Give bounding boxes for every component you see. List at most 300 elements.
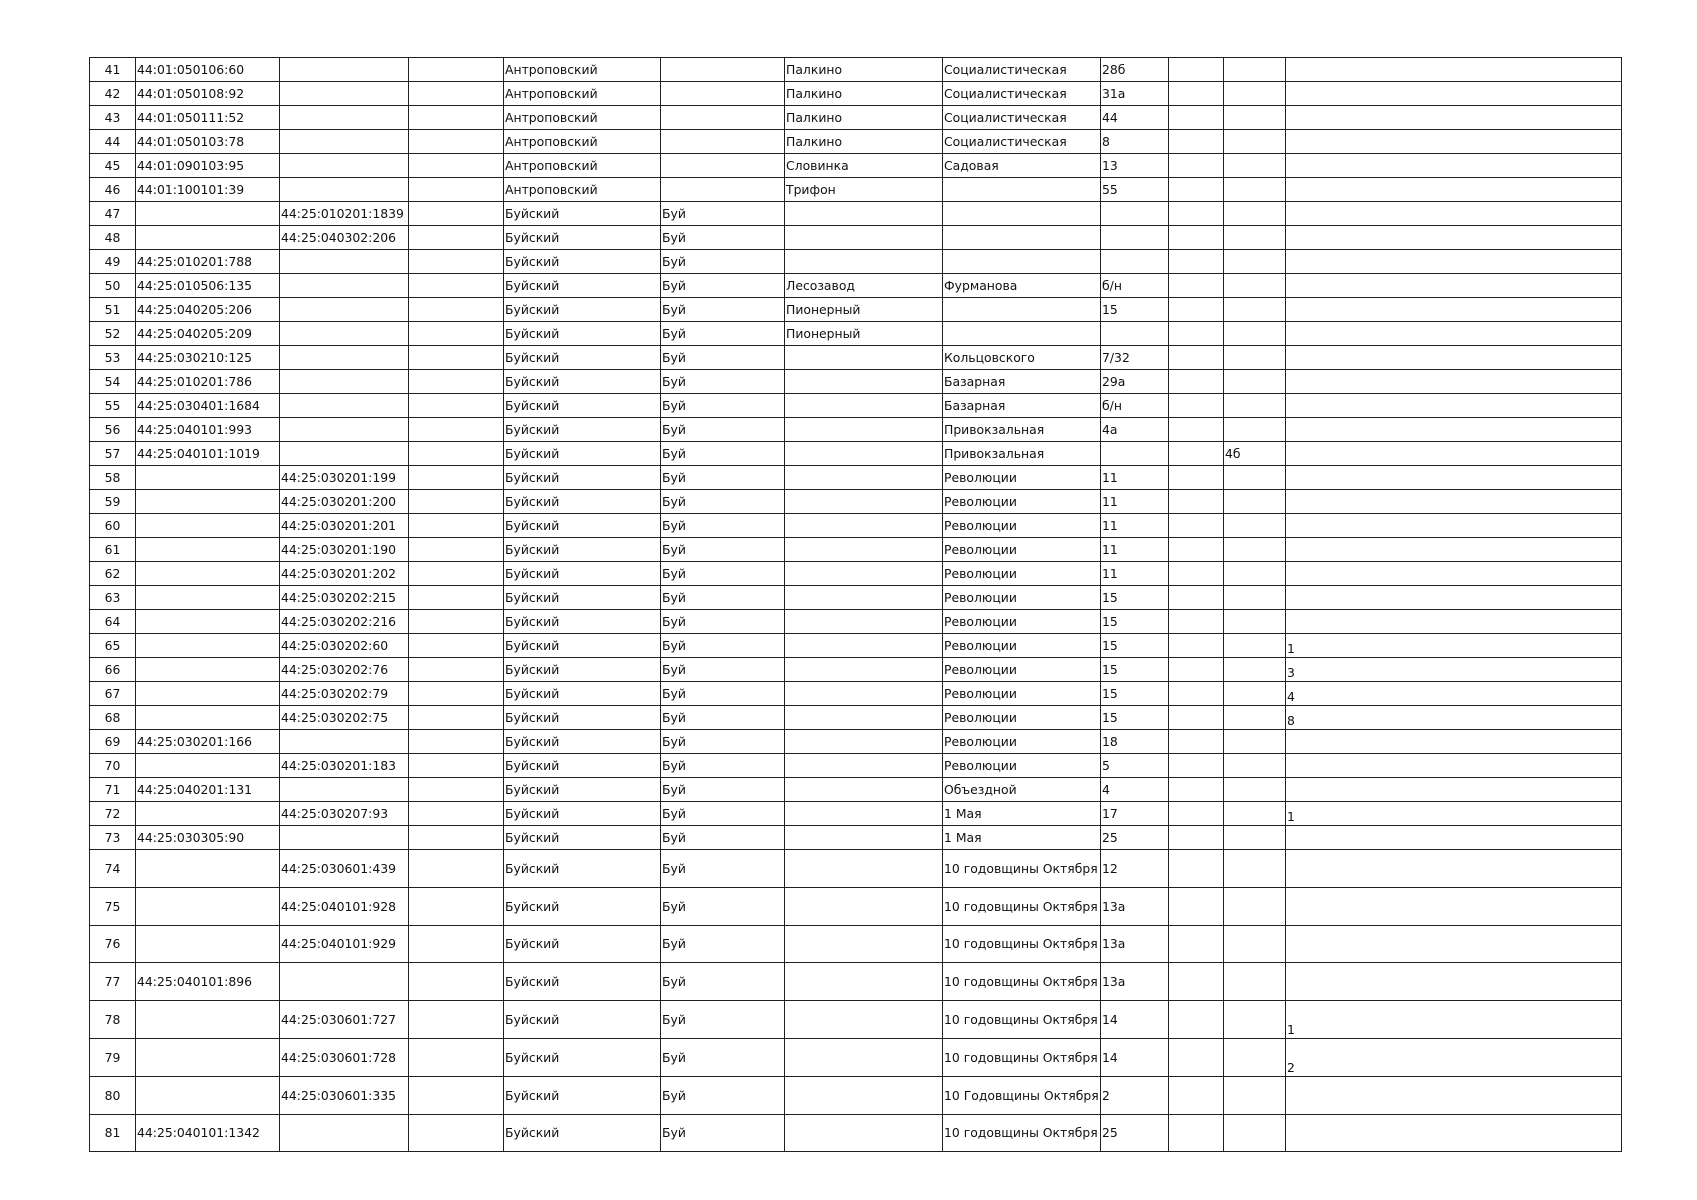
town-cell: Буй (661, 226, 785, 250)
apartment-cell: 4 (1286, 682, 1622, 706)
cadastral-number-alt-cell (280, 274, 409, 298)
empty-cell (1169, 466, 1224, 490)
apartment-cell (1286, 178, 1622, 202)
town-cell: Буй (661, 490, 785, 514)
empty-cell (1169, 250, 1224, 274)
cadastral-number-cell (136, 562, 280, 586)
town-cell: Буй (661, 202, 785, 226)
empty-cell (409, 754, 504, 778)
row-number-cell: 81 (90, 1114, 136, 1152)
empty-cell (1169, 82, 1224, 106)
apartment-cell (1286, 754, 1622, 778)
district-cell: Буйский (504, 850, 661, 888)
building-cell (1224, 346, 1286, 370)
empty-cell (409, 730, 504, 754)
locality-cell: Палкино (785, 82, 943, 106)
building-cell (1224, 82, 1286, 106)
empty-cell (409, 1001, 504, 1039)
empty-cell (1169, 1001, 1224, 1039)
district-cell: Буйский (504, 1038, 661, 1076)
row-number-cell: 61 (90, 538, 136, 562)
house-number-cell: 12 (1101, 850, 1169, 888)
apartment-cell (1286, 887, 1622, 925)
row-number-cell: 44 (90, 130, 136, 154)
empty-cell (1169, 226, 1224, 250)
cadastral-number-alt-cell: 44:25:030202:75 (280, 706, 409, 730)
row-number-cell: 49 (90, 250, 136, 274)
property-register-table (89, 57, 1622, 1152)
street-cell: Революции (943, 706, 1101, 730)
house-number-cell: 15 (1101, 682, 1169, 706)
town-cell (661, 130, 785, 154)
row-number-cell: 48 (90, 226, 136, 250)
cadastral-number-alt-cell: 44:25:030201:199 (280, 466, 409, 490)
house-number-cell: 15 (1101, 658, 1169, 682)
street-cell: Социалистическая (943, 82, 1101, 106)
locality-cell (785, 490, 943, 514)
district-cell: Буйский (504, 514, 661, 538)
house-number-cell: 25 (1101, 1114, 1169, 1152)
building-cell (1224, 925, 1286, 963)
row-number-cell: 47 (90, 202, 136, 226)
apartment-cell: 1 (1286, 802, 1622, 826)
empty-cell (1169, 490, 1224, 514)
table-row (90, 850, 1622, 888)
house-number-cell: 31а (1101, 82, 1169, 106)
district-cell: Буйский (504, 442, 661, 466)
table-row (90, 658, 1622, 682)
street-cell: 10 Годовщины Октября (943, 1076, 1101, 1114)
empty-cell (1169, 178, 1224, 202)
street-cell: Базарная (943, 394, 1101, 418)
row-number-cell: 65 (90, 634, 136, 658)
cadastral-number-cell (136, 887, 280, 925)
table-row (90, 682, 1622, 706)
town-cell: Буй (661, 610, 785, 634)
empty-cell (1169, 394, 1224, 418)
locality-cell (785, 754, 943, 778)
district-cell: Буйский (504, 274, 661, 298)
row-number-cell: 76 (90, 925, 136, 963)
district-cell: Буйский (504, 1001, 661, 1039)
street-cell (943, 226, 1101, 250)
district-cell: Буйский (504, 202, 661, 226)
row-number-cell: 66 (90, 658, 136, 682)
empty-cell (1169, 778, 1224, 802)
locality-cell (785, 514, 943, 538)
row-number-cell: 68 (90, 706, 136, 730)
house-number-cell (1101, 202, 1169, 226)
building-cell (1224, 586, 1286, 610)
cadastral-number-alt-cell (280, 250, 409, 274)
street-cell: 10 годовщины Октября (943, 887, 1101, 925)
district-cell: Буйский (504, 538, 661, 562)
locality-cell: Лесозавод (785, 274, 943, 298)
apartment-cell (1286, 346, 1622, 370)
cadastral-number-alt-cell (280, 178, 409, 202)
district-cell: Буйский (504, 250, 661, 274)
cadastral-number-cell: 44:01:090103:95 (136, 154, 280, 178)
locality-cell (785, 466, 943, 490)
empty-cell (409, 490, 504, 514)
empty-cell (409, 1114, 504, 1152)
town-cell: Буй (661, 394, 785, 418)
town-cell: Буй (661, 274, 785, 298)
cadastral-number-cell: 44:25:010506:135 (136, 274, 280, 298)
empty-cell (1169, 154, 1224, 178)
street-cell: Революции (943, 514, 1101, 538)
building-cell (1224, 394, 1286, 418)
empty-cell (1169, 826, 1224, 850)
row-number-cell: 57 (90, 442, 136, 466)
empty-cell (409, 250, 504, 274)
apartment-cell (1286, 370, 1622, 394)
cadastral-number-alt-cell: 44:25:040101:929 (280, 925, 409, 963)
town-cell: Буй (661, 1076, 785, 1114)
town-cell: Буй (661, 802, 785, 826)
empty-cell (409, 706, 504, 730)
empty-cell (1169, 58, 1224, 82)
district-cell: Буйский (504, 1114, 661, 1152)
table-row (90, 610, 1622, 634)
cadastral-number-alt-cell (280, 82, 409, 106)
house-number-cell: 55 (1101, 178, 1169, 202)
table-row (90, 1114, 1622, 1152)
street-cell: Объездной (943, 778, 1101, 802)
empty-cell (409, 802, 504, 826)
row-number-cell: 74 (90, 850, 136, 888)
town-cell: Буй (661, 634, 785, 658)
empty-cell (409, 1076, 504, 1114)
apartment-cell (1286, 442, 1622, 466)
cadastral-number-cell (136, 466, 280, 490)
apartment-cell: 8 (1286, 706, 1622, 730)
locality-cell (785, 610, 943, 634)
locality-cell (785, 730, 943, 754)
row-number-cell: 63 (90, 586, 136, 610)
cadastral-number-alt-cell (280, 418, 409, 442)
row-number-cell: 62 (90, 562, 136, 586)
empty-cell (1169, 370, 1224, 394)
table-row (90, 178, 1622, 202)
district-cell: Буйский (504, 706, 661, 730)
apartment-cell (1286, 514, 1622, 538)
street-cell: Социалистическая (943, 130, 1101, 154)
cadastral-number-cell: 44:25:030201:166 (136, 730, 280, 754)
apartment-cell (1286, 730, 1622, 754)
building-cell (1224, 370, 1286, 394)
district-cell: Буйский (504, 466, 661, 490)
cadastral-number-alt-cell: 44:25:030202:76 (280, 658, 409, 682)
building-cell: 4б (1224, 442, 1286, 466)
building-cell (1224, 58, 1286, 82)
empty-cell (1169, 1076, 1224, 1114)
locality-cell (785, 586, 943, 610)
empty-cell (409, 682, 504, 706)
cadastral-number-alt-cell: 44:25:030201:190 (280, 538, 409, 562)
apartment-cell (1286, 1114, 1622, 1152)
empty-cell (1169, 658, 1224, 682)
town-cell: Буй (661, 730, 785, 754)
cadastral-number-alt-cell (280, 106, 409, 130)
district-cell: Буйский (504, 634, 661, 658)
empty-cell (409, 610, 504, 634)
row-number-cell: 54 (90, 370, 136, 394)
house-number-cell: 25 (1101, 826, 1169, 850)
apartment-cell (1286, 490, 1622, 514)
house-number-cell: 11 (1101, 514, 1169, 538)
street-cell: 1 Мая (943, 826, 1101, 850)
locality-cell (785, 370, 943, 394)
cadastral-number-cell: 44:25:040205:206 (136, 298, 280, 322)
building-cell (1224, 178, 1286, 202)
apartment-cell: 1 (1286, 634, 1622, 658)
empty-cell (1169, 418, 1224, 442)
cadastral-number-cell: 44:25:040101:896 (136, 963, 280, 1001)
table-row (90, 274, 1622, 298)
row-number-cell: 58 (90, 466, 136, 490)
empty-cell (1169, 1038, 1224, 1076)
row-number-cell: 53 (90, 346, 136, 370)
apartment-cell (1286, 925, 1622, 963)
empty-cell (1169, 346, 1224, 370)
locality-cell (785, 925, 943, 963)
town-cell: Буй (661, 514, 785, 538)
apartment-cell (1286, 778, 1622, 802)
building-cell (1224, 826, 1286, 850)
town-cell: Буй (661, 963, 785, 1001)
row-number-cell: 46 (90, 178, 136, 202)
building-cell (1224, 202, 1286, 226)
town-cell: Буй (661, 370, 785, 394)
cadastral-number-cell: 44:25:030305:90 (136, 826, 280, 850)
cadastral-number-cell (136, 514, 280, 538)
district-cell: Буйский (504, 826, 661, 850)
empty-cell (1169, 562, 1224, 586)
apartment-cell (1286, 826, 1622, 850)
locality-cell (785, 418, 943, 442)
empty-cell (409, 346, 504, 370)
empty-cell (409, 850, 504, 888)
street-cell: Революции (943, 634, 1101, 658)
building-cell (1224, 466, 1286, 490)
locality-cell: Трифон (785, 178, 943, 202)
cadastral-number-cell (136, 754, 280, 778)
table-row (90, 82, 1622, 106)
cadastral-number-cell: 44:25:040101:1019 (136, 442, 280, 466)
cadastral-number-alt-cell (280, 778, 409, 802)
empty-cell (409, 634, 504, 658)
cadastral-number-alt-cell (280, 1114, 409, 1152)
cadastral-number-alt-cell (280, 298, 409, 322)
cadastral-number-alt-cell: 44:25:030601:727 (280, 1001, 409, 1039)
empty-cell (1169, 130, 1224, 154)
building-cell (1224, 322, 1286, 346)
house-number-cell: 13а (1101, 963, 1169, 1001)
cadastral-number-cell (136, 202, 280, 226)
house-number-cell: 17 (1101, 802, 1169, 826)
empty-cell (409, 963, 504, 1001)
empty-cell (1169, 586, 1224, 610)
cadastral-number-alt-cell (280, 730, 409, 754)
locality-cell (785, 202, 943, 226)
building-cell (1224, 778, 1286, 802)
street-cell: Социалистическая (943, 106, 1101, 130)
house-number-cell: 15 (1101, 586, 1169, 610)
empty-cell (1169, 322, 1224, 346)
building-cell (1224, 730, 1286, 754)
town-cell (661, 106, 785, 130)
empty-cell (409, 394, 504, 418)
house-number-cell: 13 (1101, 154, 1169, 178)
apartment-cell: 3 (1286, 658, 1622, 682)
house-number-cell: 5 (1101, 754, 1169, 778)
street-cell: Революции (943, 586, 1101, 610)
empty-cell (409, 562, 504, 586)
cadastral-number-alt-cell: 44:25:030201:183 (280, 754, 409, 778)
district-cell: Буйский (504, 490, 661, 514)
cadastral-number-alt-cell: 44:25:030202:79 (280, 682, 409, 706)
empty-cell (409, 466, 504, 490)
district-cell: Буйский (504, 394, 661, 418)
apartment-cell: 2 (1286, 1038, 1622, 1076)
cadastral-number-alt-cell (280, 322, 409, 346)
table-row (90, 538, 1622, 562)
cadastral-number-cell: 44:25:040201:131 (136, 778, 280, 802)
row-number-cell: 64 (90, 610, 136, 634)
building-cell (1224, 106, 1286, 130)
apartment-cell (1286, 130, 1622, 154)
cadastral-number-cell (136, 226, 280, 250)
cadastral-number-alt-cell: 44:25:030201:200 (280, 490, 409, 514)
district-cell: Буйский (504, 963, 661, 1001)
district-cell: Буйский (504, 346, 661, 370)
row-number-cell: 73 (90, 826, 136, 850)
empty-cell (1169, 706, 1224, 730)
apartment-cell (1286, 58, 1622, 82)
row-number-cell: 72 (90, 802, 136, 826)
street-cell: Революции (943, 658, 1101, 682)
apartment-cell (1286, 394, 1622, 418)
table-row (90, 730, 1622, 754)
building-cell (1224, 850, 1286, 888)
house-number-cell: 14 (1101, 1038, 1169, 1076)
building-cell (1224, 706, 1286, 730)
cadastral-number-cell (136, 802, 280, 826)
empty-cell (1169, 682, 1224, 706)
table-row (90, 562, 1622, 586)
cadastral-number-cell: 44:25:040101:1342 (136, 1114, 280, 1152)
apartment-cell (1286, 250, 1622, 274)
cadastral-number-cell: 44:01:050106:60 (136, 58, 280, 82)
town-cell: Буй (661, 826, 785, 850)
cadastral-number-cell (136, 1001, 280, 1039)
locality-cell (785, 1038, 943, 1076)
town-cell (661, 58, 785, 82)
district-cell: Буйский (504, 1076, 661, 1114)
apartment-cell: 1 (1286, 1001, 1622, 1039)
apartment-cell (1286, 562, 1622, 586)
house-number-cell (1101, 322, 1169, 346)
cadastral-number-alt-cell: 44:25:030202:215 (280, 586, 409, 610)
district-cell: Буйский (504, 322, 661, 346)
house-number-cell: 7/32 (1101, 346, 1169, 370)
building-cell (1224, 130, 1286, 154)
district-cell: Буйский (504, 586, 661, 610)
town-cell: Буй (661, 706, 785, 730)
empty-cell (409, 514, 504, 538)
town-cell: Буй (661, 322, 785, 346)
street-cell: 10 годовщины Октября (943, 1001, 1101, 1039)
house-number-cell: б/н (1101, 274, 1169, 298)
row-number-cell: 59 (90, 490, 136, 514)
row-number-cell: 55 (90, 394, 136, 418)
house-number-cell: 15 (1101, 706, 1169, 730)
house-number-cell: 14 (1101, 1001, 1169, 1039)
building-cell (1224, 490, 1286, 514)
house-number-cell: б/н (1101, 394, 1169, 418)
cadastral-number-alt-cell: 44:25:040302:206 (280, 226, 409, 250)
building-cell (1224, 1114, 1286, 1152)
row-number-cell: 69 (90, 730, 136, 754)
cadastral-number-cell (136, 1076, 280, 1114)
empty-cell (1169, 202, 1224, 226)
table-row (90, 634, 1622, 658)
locality-cell (785, 706, 943, 730)
town-cell: Буй (661, 298, 785, 322)
town-cell (661, 154, 785, 178)
table-row (90, 58, 1622, 82)
street-cell: Революции (943, 490, 1101, 514)
table-row (90, 418, 1622, 442)
cadastral-number-cell (136, 850, 280, 888)
town-cell: Буй (661, 586, 785, 610)
district-cell: Антроповский (504, 106, 661, 130)
table-row (90, 250, 1622, 274)
table-row (90, 370, 1622, 394)
district-cell: Буйский (504, 925, 661, 963)
locality-cell (785, 442, 943, 466)
district-cell: Антроповский (504, 58, 661, 82)
empty-cell (409, 658, 504, 682)
town-cell: Буй (661, 562, 785, 586)
district-cell: Буйский (504, 298, 661, 322)
empty-cell (1169, 802, 1224, 826)
house-number-cell: 15 (1101, 610, 1169, 634)
town-cell: Буй (661, 887, 785, 925)
town-cell: Буй (661, 925, 785, 963)
empty-cell (409, 925, 504, 963)
street-cell (943, 202, 1101, 226)
district-cell: Буйский (504, 887, 661, 925)
street-cell (943, 322, 1101, 346)
cadastral-number-cell (136, 925, 280, 963)
house-number-cell: 15 (1101, 298, 1169, 322)
street-cell: Привокзальная (943, 418, 1101, 442)
table-row (90, 346, 1622, 370)
empty-cell (409, 538, 504, 562)
table-row (90, 778, 1622, 802)
locality-cell: Палкино (785, 58, 943, 82)
locality-cell (785, 1001, 943, 1039)
locality-cell (785, 394, 943, 418)
cadastral-number-cell (136, 610, 280, 634)
district-cell: Буйский (504, 226, 661, 250)
cadastral-number-cell: 44:25:030210:125 (136, 346, 280, 370)
house-number-cell: 29а (1101, 370, 1169, 394)
row-number-cell: 52 (90, 322, 136, 346)
empty-cell (1169, 106, 1224, 130)
